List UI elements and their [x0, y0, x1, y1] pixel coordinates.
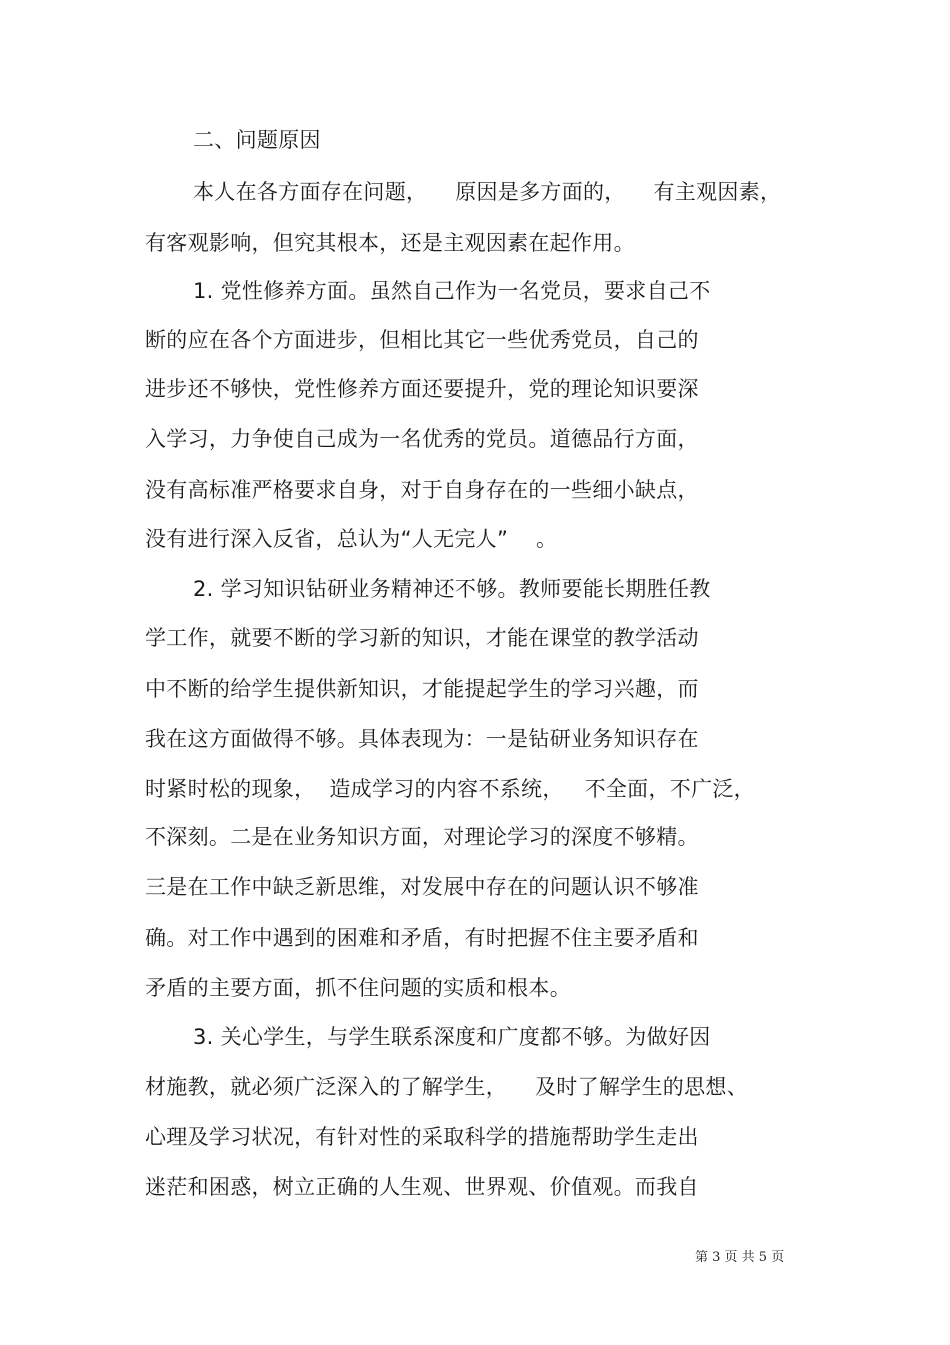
paragraph-line: 学工作，就要不断的学习新的知识，才能在课堂的教学活动	[145, 626, 699, 650]
paragraph-line: 确。对工作中遇到的困难和矛盾，有时把握不住主要矛盾和	[145, 926, 699, 950]
paragraph-line: 不深刻。二是在业务知识方面，对理论学习的深度不够精。	[145, 825, 699, 849]
paragraph-line: 断的应在各个方面进步，但相比其它一些优秀党员，自己的	[145, 328, 699, 352]
paragraph-line: 本人在各方面存在问题， 原因是多方面的， 有主观因素，	[193, 180, 782, 204]
paragraph-line: 1. 党性修养方面。虽然自己作为一名党员，要求自己不	[193, 279, 711, 303]
paragraph-line: 矛盾的主要方面，抓不住问题的实质和根本。	[145, 976, 571, 1000]
page-number: 第 3 页 共 5 页	[695, 1250, 785, 1265]
paragraph-line: 时紧时松的现象， 造成学习的内容不系统， 不全面，不广泛，	[145, 777, 755, 801]
paragraph-line: 没有高标准严格要求自身，对于自身存在的一些细小缺点，	[145, 478, 699, 502]
paragraph-line: 三是在工作中缺乏新思维，对发展中存在的问题认识不够准	[145, 875, 699, 899]
paragraph-line: 心理及学习状况，有针对性的采取科学的措施帮助学生走出	[145, 1125, 699, 1149]
paragraph-line: 进步还不够快，党性修养方面还要提升，党的理论知识要深	[145, 377, 699, 401]
paragraph-line: 2. 学习知识钻研业务精神还不够。教师要能长期胜任教	[193, 577, 711, 601]
paragraph-line: 迷茫和困惑，树立正确的人生观、世界观、价值观。而我自	[145, 1175, 699, 1199]
section-heading: 二、问题原因	[193, 128, 321, 152]
paragraph-line: 3. 关心学生，与学生联系深度和广度都不够。为做好因	[193, 1025, 711, 1049]
paragraph-line: 材施教，就必须广泛深入的了解学生， 及时了解学生的思想、	[145, 1075, 748, 1099]
paragraph-line: 中不断的给学生提供新知识，才能提起学生的学习兴趣，而	[145, 677, 699, 701]
paragraph-line: 有客观影响，但究其根本，还是主观因素在起作用。	[145, 231, 635, 255]
paragraph-line: 没有进行深入反省，总认为“人无完人” 。	[145, 527, 558, 551]
paragraph-line: 入学习，力争使自己成为一名优秀的党员。道德品行方面，	[145, 427, 699, 451]
paragraph-line: 我在这方面做得不够。具体表现为：一是钻研业务知识存在	[145, 727, 699, 751]
